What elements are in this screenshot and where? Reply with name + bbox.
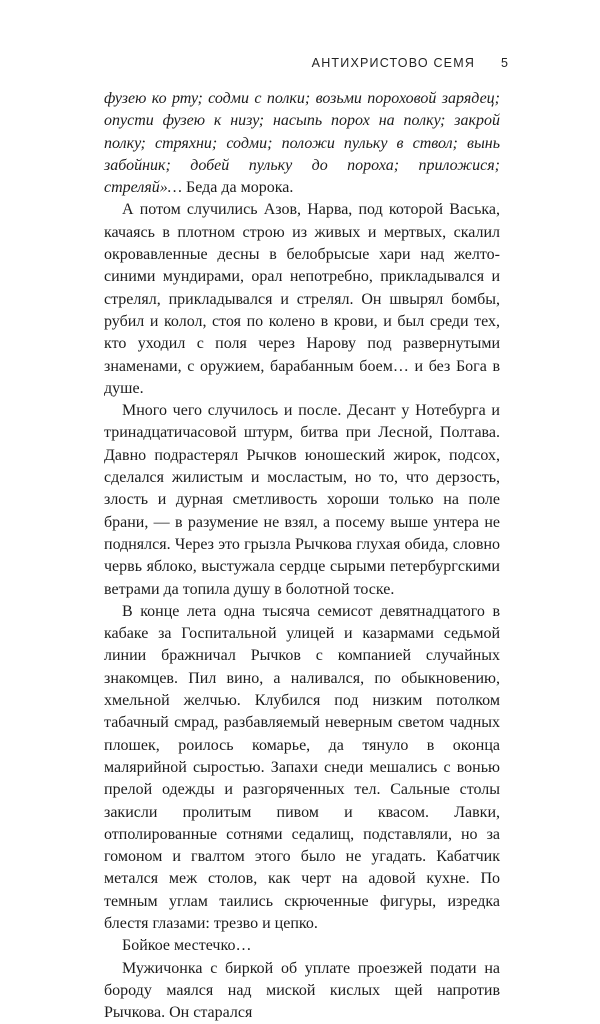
body-text	[104, 88, 500, 1024]
chapter-title: АНТИХРИСТОВО СЕМЯ	[311, 56, 476, 70]
paragraph: А потом случились Азов, Нарва, под которой Васька, качаясь в плотном строю из живых и мертвых, скалил окровавленные десны в белобрысые хари над желто-синими мундирами, орал непотребно, прикладывался и стрелял, прикладывался и стрелял. Он швырял бомбы, рубил и колол, стоя по колено в крови, и был среди тех, кто уходил с поля через Нарову под развернутыми знаменами, с оружием, барабанным боем… и без Бога в душе.	[104, 201, 500, 397]
running-header	[312, 56, 508, 70]
paragraph-tail: Беда да морока.	[182, 179, 294, 197]
paragraph: Мужичонка с биркой об уплате проезжей подати на бороду маялся над миской кислых щей напротив Рычкова. Он старался	[104, 959, 500, 1022]
italic-quote: фузею ко рту; содми с полки; возьми пороховой зарядец; опусти фузею к низу; насыпь порох на полку; закрой полку; стряхни; содми; положи пульку в ствол; вынь забойник; добей пульку до пороха; приложися; стреляй»…	[104, 90, 500, 197]
paragraph: В конце лета одна тысяча семисот девятнадцатого в кабаке за Госпитальной улицей и казармами седьмой линии бражничал Рычков с компанией случайных знакомцев. Пил вино, а наливался, по обыкновению, хмельной желчью. Клубился под низким потолком табачный смрад, разбавляемый неверным светом чадных плошек, роилось комарье, да тянуло в оконца малярийной сыростью. Запахи снеди мешались с вонью прелой одежды и разгоряченных тел. Сальные столы закисли пролитым пивом и квасом. Лавки, отполированные сотнями седалищ, подставляли, но за гомоном и гвалтом этого было не угадать. Кабатчик метался меж столов, как черт на адовой кухне. По темным углам таились скрюченные фигуры, изредка блестя глазами: трезво и цепко.	[104, 602, 500, 932]
paragraph	[104, 88, 500, 199]
paragraph: Много чего случилось и после. Десант у Нотебурга и тринадцатичасовой штурм, битва при Лесной, Полтава. Давно подрастерял Рычков юношеский жирок, подсох, сделался жилистым и мосластым, но то, что дерзость, злость и дурная сметливость хороши только на поле брани, — в разумение не взял, а посему выше унтера не поднялся. Через это грызла Рычкова глухая обида, словно червь яблоко, выстужала сердце сырыми петербургскими ветрами да топила душу в болотной тоске.	[104, 402, 500, 598]
paragraph: Бойкое местечко…	[122, 937, 252, 955]
page-number: 5	[501, 56, 508, 70]
